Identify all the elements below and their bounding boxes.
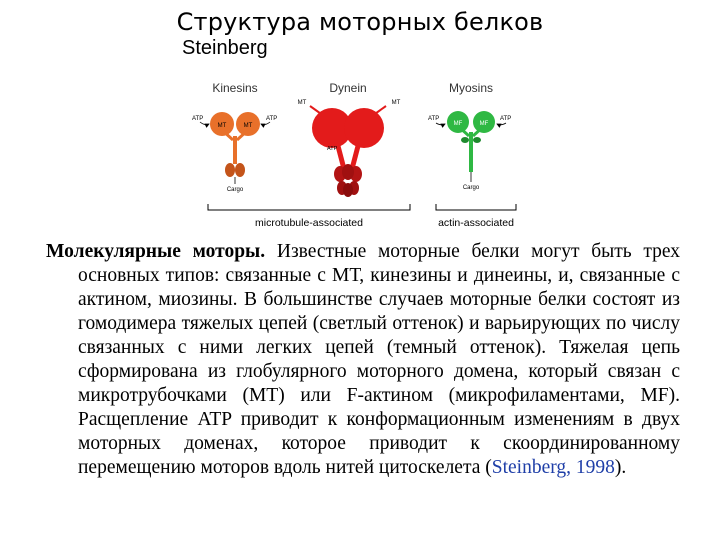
- figure-author: Steinberg: [182, 37, 268, 59]
- myosins-label: Myosins: [448, 81, 494, 95]
- lead-phrase: Молекулярные моторы.: [46, 241, 266, 262]
- kinesin-atp-right: ATP: [266, 116, 278, 122]
- actin-bracket: [436, 204, 516, 210]
- citation-link[interactable]: Steinberg, 1998: [491, 457, 615, 478]
- body-end: ).: [614, 457, 627, 478]
- dynein-mt-right: MT: [391, 100, 401, 106]
- motor-proteins-figure: [178, 34, 538, 244]
- microtubule-associated-label: microtubule-associated: [255, 217, 363, 229]
- kinesin-mt-right: MT: [243, 123, 253, 129]
- kinesin-cargo: Cargo: [226, 187, 244, 193]
- dynein-atp: ATP: [327, 146, 338, 152]
- kinesin-atp-left: ATP: [192, 116, 204, 122]
- dynein-mt-left: MT: [297, 100, 307, 106]
- microtubule-bracket: [208, 204, 410, 210]
- myosin-atp-right: ATP: [500, 116, 512, 122]
- body-paragraph: [46, 240, 680, 480]
- dynein-illustration: [310, 106, 386, 197]
- figure-svg: [178, 34, 538, 244]
- kinesins-label: Kinesins: [212, 81, 258, 95]
- myosin-mf-right: MF: [479, 121, 489, 127]
- myosin-mf-left: MF: [453, 121, 463, 127]
- dynein-label: Dynein: [329, 81, 367, 95]
- actin-associated-label: actin-associated: [438, 217, 514, 229]
- myosin-cargo: Cargo: [462, 185, 480, 191]
- kinesin-mt-left: MT: [217, 123, 227, 129]
- myosin-atp-left: ATP: [428, 116, 440, 122]
- slide-title: Структура моторных белков: [176, 8, 544, 36]
- body-text: Известные моторные белки могут быть трех основных типов: связанные с МТ, кинезины и динеины, и, связанные с актином, миозины. В большинстве случаев моторные белки состоят из гомодимера тяжелых цепей (светлый оттенок) и варьирующих по числу связанных с ними легких цепей (темный оттенок). Тяжелая цепь сформирована из глобулярного моторного домена, который связан с микротрубочками (MT) или F-актином (микрофиламентами, MF). Расщепление ATP приводит к конформационным изменениям в двух моторных доменах, которое приводит к скоординированному перемещению моторов вдоль нитей цитоскелета (: [78, 241, 680, 478]
